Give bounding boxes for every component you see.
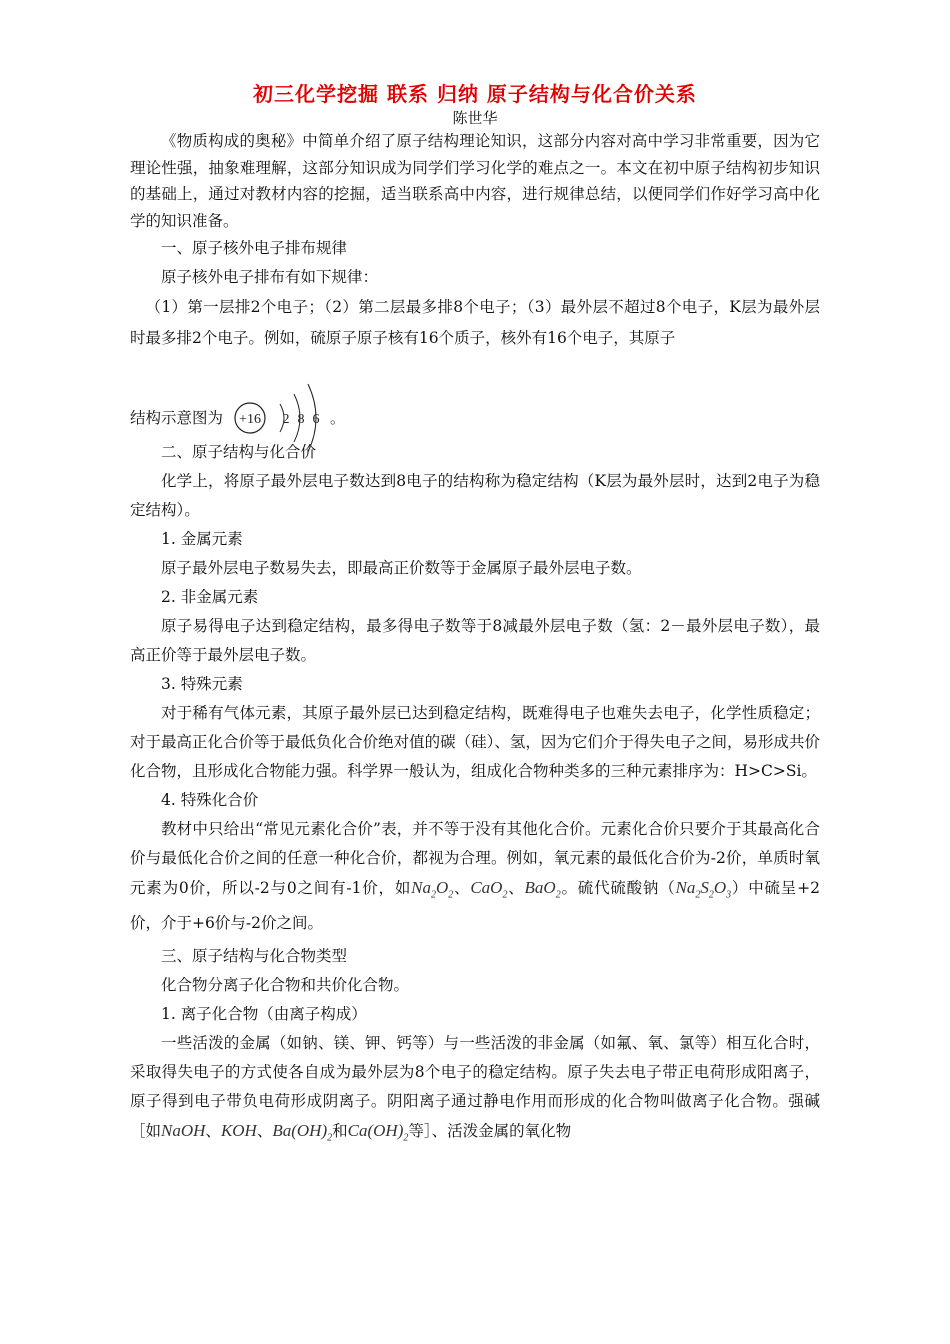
subheading: 4. 特殊化合价 xyxy=(161,791,259,809)
paragraph: 原子核外电子排布有如下规律： xyxy=(161,268,379,286)
nucleus-charge: +16 xyxy=(239,412,261,427)
formula-cao2: CaO$_2$ xyxy=(470,878,508,901)
structure-label: 结构示意图为 xyxy=(130,409,224,427)
document-page xyxy=(130,80,820,1153)
section-3-heading: 三、原子结构与化合物类型 xyxy=(161,947,348,966)
formula-baoh2: $Ba(OH)_2$ xyxy=(272,1121,333,1144)
shell-electrons-1: 2 xyxy=(282,412,290,427)
document-title: 初三化学挖掘 联系 归纳 原子结构与化合价关系 xyxy=(253,82,697,106)
formula-na2o2: $Na_2O_2$ xyxy=(411,878,454,901)
formula-naoh: NaOH xyxy=(161,1121,206,1141)
sulfur-atom-diagram xyxy=(234,374,364,454)
subheading: 1. 离子化合物（由离子构成） xyxy=(161,1005,367,1024)
author: 陈世华 xyxy=(452,109,498,127)
paragraph: （1）第一层排2个电子；（2）第二层最多排8个电子；（3）最外层不超过8个电子，K层为最外层时最多排2个电子。例如，硫原子原子核有16个质子，核外有16个电子，其原子 xyxy=(130,298,820,347)
formula-na2s2o3: $Na_2S_2O_3$ xyxy=(675,878,732,901)
formula-bao2: BaO$_2$ xyxy=(524,878,561,901)
shell-electrons-2: 8 xyxy=(297,412,305,427)
paragraph: 化合物分离子化合物和共价化合物。 xyxy=(161,976,410,995)
subheading: 3. 特殊元素 xyxy=(161,675,243,693)
subheading: 2. 非金属元素 xyxy=(161,588,259,606)
sulfur-structure-line xyxy=(130,354,820,454)
formula-koh: KOH xyxy=(220,1121,257,1141)
formula-caoh2: $Ca(OH)_2$ xyxy=(347,1121,409,1144)
paragraph: 对于稀有气体元素，其原子最外层已达到稳定结构，既难得电子也难失去电子，化学性质稳定；对于最高正化合价等于最低负化合价绝对值的碳（硅）、氢，因为它们介于得失电子之间，易形成共价化合物，且形成化合物能力强。科学界一般认为，组成化合物种类多的三种元素排序为：H>C>Si。 xyxy=(130,704,820,780)
period: 。 xyxy=(330,409,346,427)
shell-electrons-3: 6 xyxy=(312,412,320,427)
paragraph: 原子最外层电子数易失去，即最高正价数等于金属原子最外层电子数。 xyxy=(161,559,642,577)
subheading: 1. 金属元素 xyxy=(161,530,243,548)
section-2-heading: 二、原子结构与化合价 xyxy=(161,443,317,461)
paragraph-special-valence: 教材中只给出“常见元素化合价”表，并不等于没有其他化合价。元素化合价只要介于其最高化合价与最低化合价之间的任意一种化合价，都视为合理。例如，氧元素的最低化合价为-2价，单质时氧元素为0价，所以-2与0之间有-1价，如$Na_2O_2$、CaO$_2$、BaO$_2$。硫代硫酸钠$(Na_2S_2O_3)$中硫呈+2价，介于+6价与-2价之间。 xyxy=(130,820,820,933)
intro-paragraph: 《物质构成的奥秘》中简单介绍了原子结构理论知识，这部分内容对高中学习非常重要，因为它理论性强，抽象难理解，这部分知识成为同学们学习化学的难点之一。本文在初中原子结构初步知识的基础上，通过对教材内容的挖掘，适当联系高中内容，进行规律总结，以便同学们作好学习高中化学的知识准备。 xyxy=(130,132,820,230)
section-1-heading: 一、原子核外电子排布规律 xyxy=(161,239,348,257)
paragraph: 化学上，将原子最外层电子数达到8电子的结构称为稳定结构（K层为最外层时，达到2电子为稳定结构）。 xyxy=(130,472,820,519)
paragraph-ionic-compounds: 一些活泼的金属（如钠、镁、钾、钙等）与一些活泼的非金属（如氟、氧、氯等）相互化合时，采取得失电子的方式使各自成为最外层为8个电子的稳定结构。原子失去电子带正电荷形成阳离子，原子得到电子带负电荷形成阴离子。阴阳离子通过静电作用而形成的化合物叫做离子化合物。强碱［如NaOH、KOH、$Ba(OH)_2$和$Ca(OH)_2$等］、活泼金属的氧化物 xyxy=(130,1034,820,1144)
paragraph: 原子易得电子达到稳定结构，最多得电子数等于8减最外层电子数（氢：2－最外层电子数），最高正价等于最外层电子数。 xyxy=(130,617,820,664)
